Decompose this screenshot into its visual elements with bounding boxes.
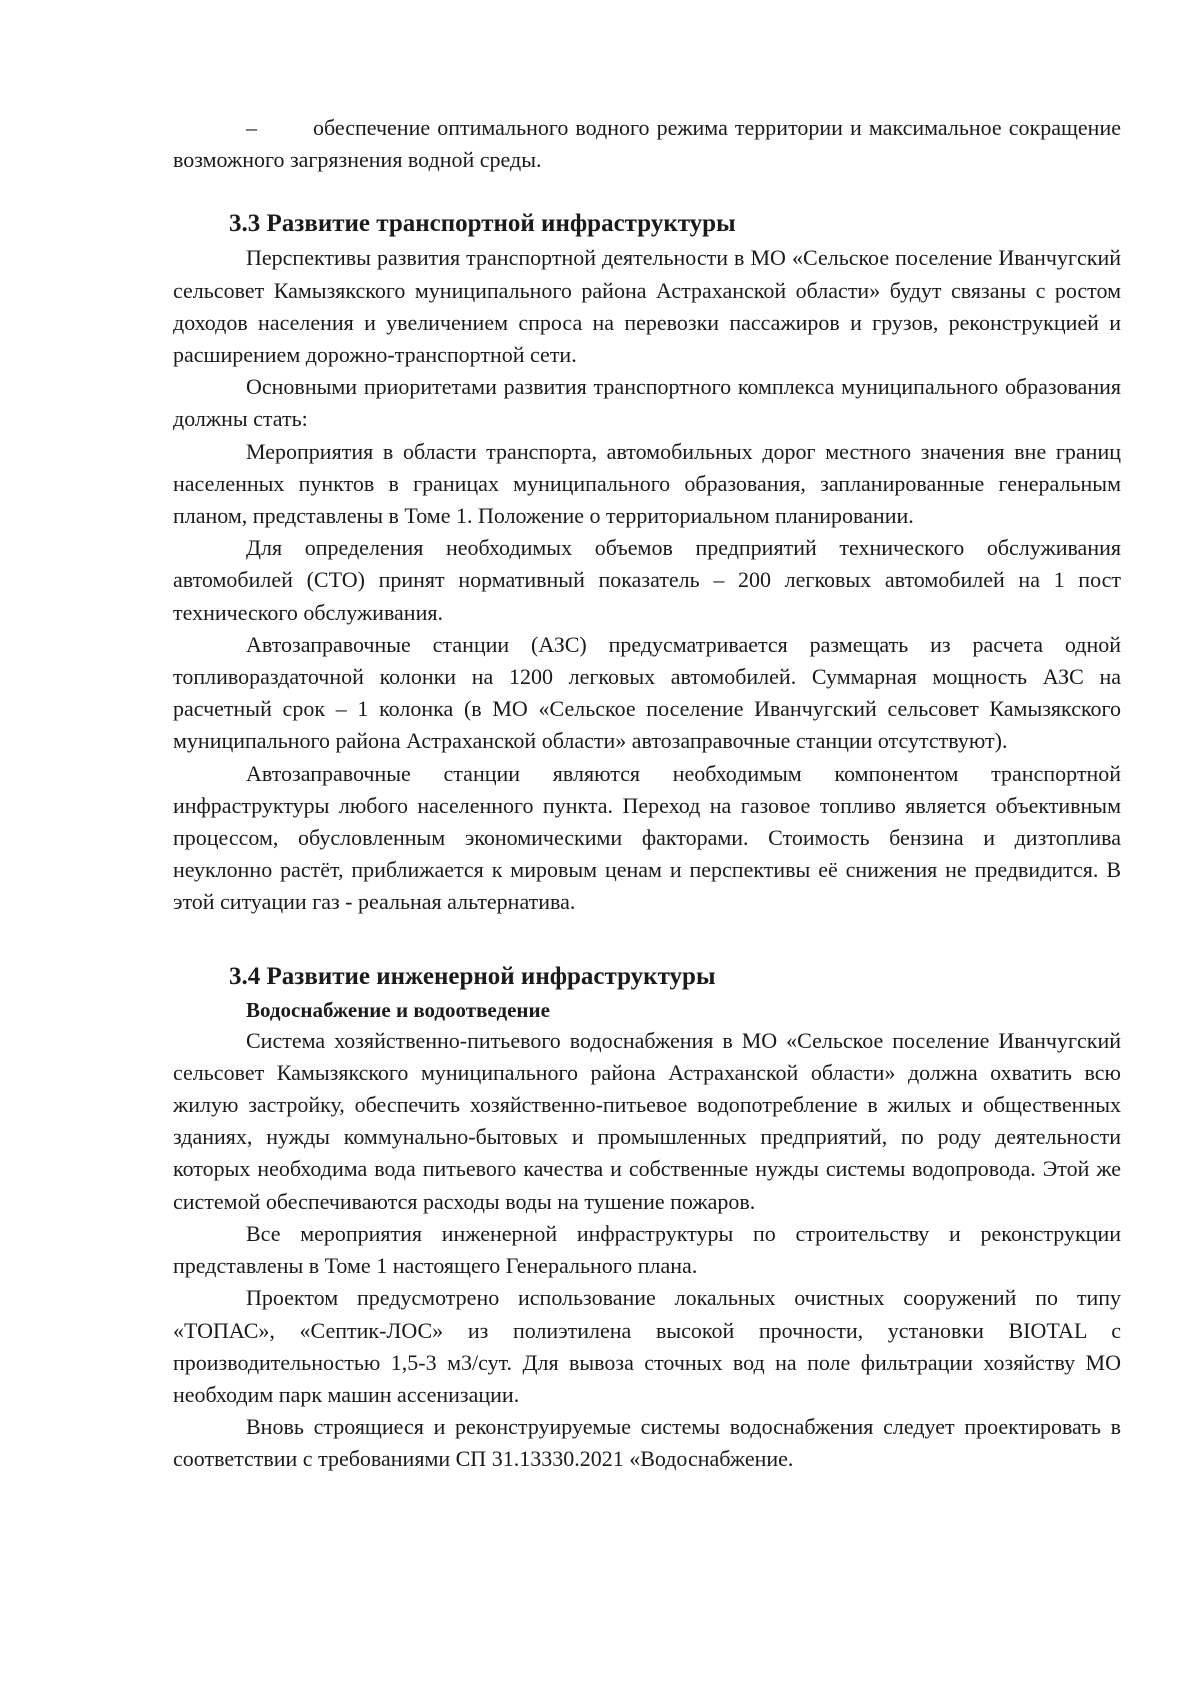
- paragraph-transport-priorities: Основными приоритетами развития транспортного комплекса муниципального образования должны стать:: [173, 374, 1121, 432]
- paragraph-fuel-stations: Автозаправочные станции (АЗС) предусматривается размещать из расчета одной топливораздаточной колонки на 1200 легковых автомобилей. Суммарная мощность АЗС на расчетный срок – 1 колонка (в МО «Сельское поселение Иванчугский сельсовет Камызякского муниципального района Астраханской области» автозаправочные станции отсутствуют).: [173, 631, 1121, 754]
- page-content: [173, 112, 1121, 1476]
- paragraph-transport-prospects: Перспективы развития транспортной деятельности в МО «Сельское поселение Иванчугский сельсовет Камызякского муниципального района Астраханской области» будут связаны с ростом доходов населения и увеличением спроса на перевозки пассажиров и грузов, реконструкцией и расширением дорожно-транспортной сети.: [173, 245, 1121, 368]
- intro-list-item: [173, 112, 1121, 176]
- subsection-water-heading: Водоснабжение и водоотведение: [246, 997, 550, 1022]
- paragraph-design-requirements: Вновь строящиеся и реконструируемые системы водоснабжения следует проектировать в соответствии с требованиями СП 31.13330.2021 «Водоснабжение.: [173, 1414, 1121, 1472]
- section-3-4-heading: 3.4 Развитие инженерной инфраструктуры: [229, 962, 716, 990]
- paragraph-infrastructure-measures: Все мероприятия инженерной инфраструктуры по строительству и реконструкции представлены в Томе 1 настоящего Генерального плана.: [173, 1220, 1121, 1279]
- paragraph-treatment-facilities: Проектом предусмотрено использование локальных очистных сооружений по типу «ТОПАС», «Септик-ЛОС» из полиэтилена высокой прочности, установки BIOTAL с производительностью 1,5-3 м3/сут. Для вывоза сточных вод на поле фильтрации хозяйству МО необходим парк машин ассенизации.: [173, 1285, 1121, 1407]
- dash-marker: –: [246, 115, 257, 140]
- intro-text: обеспечение оптимального водного режима территории и максимальное сокращение возможного загрязнения водной среды.: [173, 115, 1121, 173]
- paragraph-water-supply-system: Система хозяйственно-питьевого водоснабжения в МО «Сельское поселение Иванчугский сельсовет Камызякского муниципального района Астраханской области» должна охватить всю жилую застройку, обеспечить хозяйственно-питьевое водопотребление в жилых и общественных зданиях, нужды коммунально-бытовых и промышленных предприятий, по роду деятельности которых необходима вода питьевого качества и собственные нужды системы водопровода. Этой же системой обеспечиваются расходы воды на тушение пожаров.: [173, 1027, 1121, 1214]
- paragraph-service-stations: Для определения необходимых объемов предприятий технического обслуживания автомобилей (СТО) принят нормативный показатель – 200 легковых автомобилей на 1 пост технического обслуживания.: [173, 535, 1121, 625]
- section-3-3-heading: 3.3 Развитие транспортной инфраструктуры: [229, 210, 736, 238]
- paragraph-transport-measures: Мероприятия в области транспорта, автомобильных дорог местного значения вне границ населенных пунктов в границах муниципального образования, запланированные генеральным планом, представлены в Томе 1. Положение о территориальном планировании.: [173, 438, 1121, 529]
- paragraph-gas-fuel: Автозаправочные станции являются необходимым компонентом транспортной инфраструктуры любого населенного пункта. Переход на газовое топливо является объективным процессом, обусловленным экономическими факторами. Стоимость бензина и дизтоплива неуклонно растёт, приближается к мировым ценам и перспективы её снижения не предвидится. В этой ситуации газ - реальная альтернатива.: [173, 760, 1121, 915]
